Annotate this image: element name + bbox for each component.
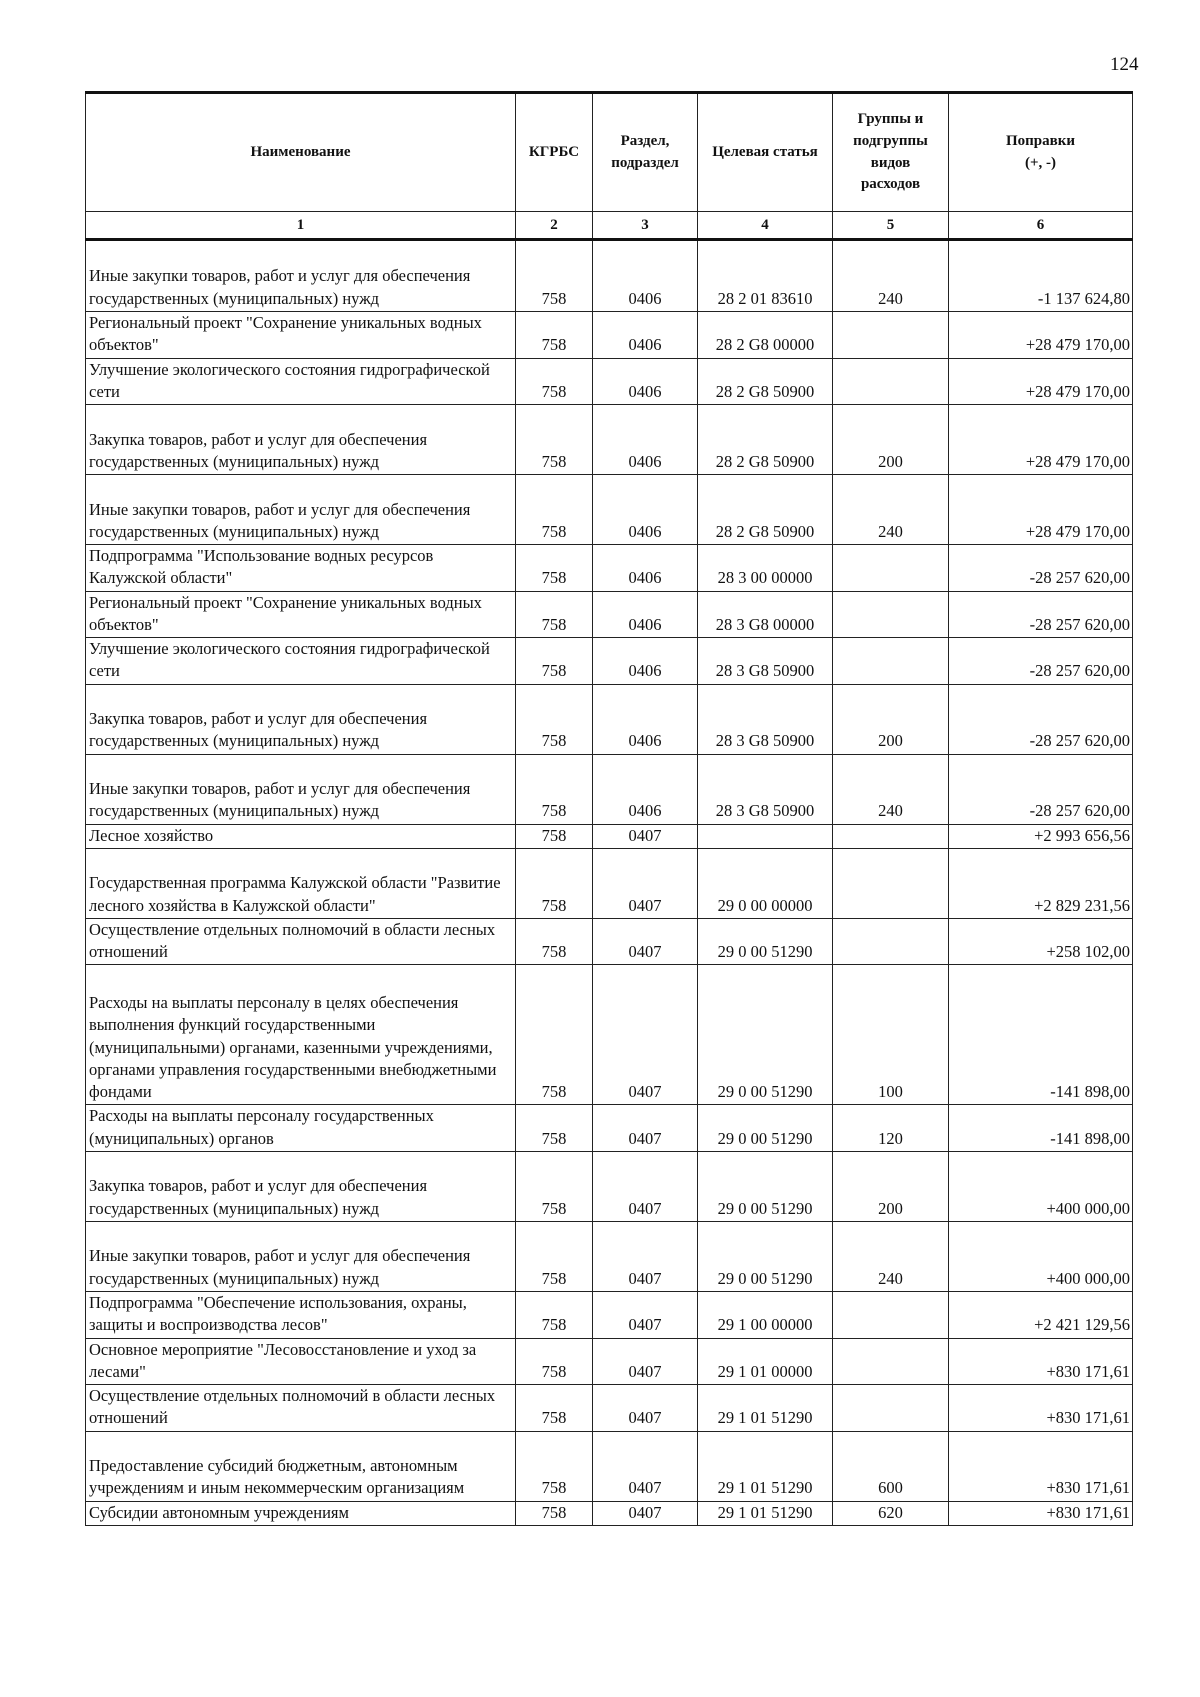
row-name-cell: Субсидии автономным учреждениям [86, 1501, 516, 1525]
row-name-cell: Закупка товаров, работ и услуг для обеспечения государственных (муниципальных) нужд [86, 1151, 516, 1221]
budget-amendments-table [85, 91, 1133, 1526]
row-target-cell: 28 3 G8 50900 [698, 684, 833, 754]
header-target: Целевая статья [698, 93, 833, 212]
row-section-cell: 0406 [593, 312, 698, 359]
row-kgrbs-cell: 758 [516, 358, 593, 405]
column-number: 1 [86, 212, 516, 240]
row-group-cell [833, 638, 949, 685]
row-name-cell: Подпрограмма "Обеспечение использования, охраны, защиты и воспроизводства лесов" [86, 1291, 516, 1338]
row-kgrbs-cell: 758 [516, 475, 593, 545]
header-name: Наименование [86, 93, 516, 212]
row-name-cell: Осуществление отдельных полномочий в области лесных отношений [86, 1385, 516, 1432]
row-target-cell: 28 2 G8 00000 [698, 312, 833, 359]
row-group-cell [833, 591, 949, 638]
row-target-cell [698, 824, 833, 848]
row-group-cell: 240 [833, 754, 949, 824]
row-kgrbs-cell: 758 [516, 591, 593, 638]
row-section-cell: 0406 [593, 358, 698, 405]
column-number: 6 [949, 212, 1133, 240]
row-section-cell: 0407 [593, 965, 698, 1105]
table-row [86, 754, 1133, 824]
table-row [86, 1385, 1133, 1432]
row-section-cell: 0406 [593, 754, 698, 824]
row-kgrbs-cell: 758 [516, 240, 593, 312]
row-amount-cell: +830 171,61 [949, 1431, 1133, 1501]
row-target-cell: 29 1 00 00000 [698, 1291, 833, 1338]
table-row [86, 1501, 1133, 1525]
table-row [86, 312, 1133, 359]
row-amount-cell: -141 898,00 [949, 1105, 1133, 1152]
header-kgrbs: КГРБС [516, 93, 593, 212]
row-kgrbs-cell: 758 [516, 312, 593, 359]
row-group-cell: 620 [833, 1501, 949, 1525]
header-groups: Группы и подгруппы видов расходов [833, 93, 949, 212]
row-name-cell: Лесное хозяйство [86, 824, 516, 848]
table-row [86, 1151, 1133, 1221]
row-amount-cell: +28 479 170,00 [949, 405, 1133, 475]
row-name-cell: Расходы на выплаты персоналу государственных (муниципальных) органов [86, 1105, 516, 1152]
row-target-cell: 29 0 00 51290 [698, 965, 833, 1105]
row-name-cell: Осуществление отдельных полномочий в области лесных отношений [86, 918, 516, 965]
row-kgrbs-cell: 758 [516, 754, 593, 824]
row-group-cell: 200 [833, 684, 949, 754]
row-name-cell: Государственная программа Калужской области "Развитие лесного хозяйства в Калужской области" [86, 848, 516, 918]
column-number-row [86, 212, 1133, 240]
row-amount-cell: +258 102,00 [949, 918, 1133, 965]
row-section-cell: 0406 [593, 405, 698, 475]
table-body [86, 240, 1133, 1526]
row-amount-cell: -28 257 620,00 [949, 591, 1133, 638]
table-row [86, 240, 1133, 312]
row-kgrbs-cell: 758 [516, 1431, 593, 1501]
row-section-cell: 0407 [593, 1431, 698, 1501]
row-group-cell: 600 [833, 1431, 949, 1501]
table-row [86, 358, 1133, 405]
row-kgrbs-cell: 758 [516, 824, 593, 848]
row-target-cell: 29 1 01 51290 [698, 1501, 833, 1525]
row-section-cell: 0406 [593, 684, 698, 754]
row-amount-cell: -28 257 620,00 [949, 684, 1133, 754]
row-amount-cell: +28 479 170,00 [949, 312, 1133, 359]
table-row [86, 545, 1133, 592]
table-row [86, 848, 1133, 918]
row-target-cell: 28 3 G8 50900 [698, 638, 833, 685]
row-target-cell: 29 1 01 00000 [698, 1338, 833, 1385]
row-kgrbs-cell: 758 [516, 1501, 593, 1525]
row-kgrbs-cell: 758 [516, 1221, 593, 1291]
row-section-cell: 0407 [593, 1385, 698, 1432]
row-target-cell: 29 0 00 51290 [698, 1151, 833, 1221]
row-amount-cell: +830 171,61 [949, 1501, 1133, 1525]
row-target-cell: 28 3 G8 50900 [698, 754, 833, 824]
row-target-cell: 29 1 01 51290 [698, 1385, 833, 1432]
page-number: 124 [1110, 54, 1139, 75]
row-section-cell: 0406 [593, 591, 698, 638]
row-target-cell: 28 3 00 00000 [698, 545, 833, 592]
row-amount-cell: -28 257 620,00 [949, 545, 1133, 592]
row-kgrbs-cell: 758 [516, 1385, 593, 1432]
row-kgrbs-cell: 758 [516, 848, 593, 918]
table-row [86, 405, 1133, 475]
row-amount-cell: +400 000,00 [949, 1221, 1133, 1291]
row-name-cell: Региональный проект "Сохранение уникальных водных объектов" [86, 591, 516, 638]
table-row [86, 1221, 1133, 1291]
row-kgrbs-cell: 758 [516, 684, 593, 754]
row-amount-cell: +2 829 231,56 [949, 848, 1133, 918]
row-section-cell: 0407 [593, 1221, 698, 1291]
table-header-row [86, 93, 1133, 212]
row-target-cell: 29 0 00 51290 [698, 918, 833, 965]
row-target-cell: 28 2 G8 50900 [698, 405, 833, 475]
row-name-cell: Улучшение экологического состояния гидрографической сети [86, 358, 516, 405]
row-section-cell: 0407 [593, 824, 698, 848]
row-amount-cell: +2 421 129,56 [949, 1291, 1133, 1338]
row-kgrbs-cell: 758 [516, 1291, 593, 1338]
row-target-cell: 28 2 G8 50900 [698, 358, 833, 405]
row-target-cell: 28 2 G8 50900 [698, 475, 833, 545]
table-row [86, 1105, 1133, 1152]
row-group-cell [833, 824, 949, 848]
row-name-cell: Улучшение экологического состояния гидрографической сети [86, 638, 516, 685]
row-group-cell [833, 1338, 949, 1385]
row-group-cell: 200 [833, 1151, 949, 1221]
column-number: 4 [698, 212, 833, 240]
row-amount-cell: -1 137 624,80 [949, 240, 1133, 312]
row-name-cell: Основное мероприятие "Лесовосстановление и уход за лесами" [86, 1338, 516, 1385]
row-name-cell: Закупка товаров, работ и услуг для обеспечения государственных (муниципальных) нужд [86, 405, 516, 475]
column-number: 3 [593, 212, 698, 240]
row-section-cell: 0407 [593, 1291, 698, 1338]
row-group-cell: 240 [833, 240, 949, 312]
row-section-cell: 0406 [593, 638, 698, 685]
row-kgrbs-cell: 758 [516, 545, 593, 592]
row-group-cell [833, 545, 949, 592]
row-kgrbs-cell: 758 [516, 1338, 593, 1385]
table-row [86, 684, 1133, 754]
row-group-cell [833, 848, 949, 918]
row-name-cell: Иные закупки товаров, работ и услуг для обеспечения государственных (муниципальных) нужд [86, 1221, 516, 1291]
header-amendments: Поправки (+, -) [949, 93, 1133, 212]
row-group-cell [833, 312, 949, 359]
column-number: 2 [516, 212, 593, 240]
row-target-cell: 28 2 01 83610 [698, 240, 833, 312]
row-amount-cell: +830 171,61 [949, 1385, 1133, 1432]
row-group-cell: 240 [833, 475, 949, 545]
row-section-cell: 0406 [593, 475, 698, 545]
row-group-cell [833, 358, 949, 405]
table-row [86, 1338, 1133, 1385]
row-kgrbs-cell: 758 [516, 965, 593, 1105]
row-target-cell: 29 1 01 51290 [698, 1431, 833, 1501]
row-name-cell: Расходы на выплаты персоналу в целях обеспечения выполнения функций государственными (муниципальными) органами, казенными учреждениями, органами управления государственными внебюджетными фондами [86, 965, 516, 1105]
row-kgrbs-cell: 758 [516, 405, 593, 475]
row-target-cell: 29 0 00 00000 [698, 848, 833, 918]
row-target-cell: 28 3 G8 00000 [698, 591, 833, 638]
row-name-cell: Предоставление субсидий бюджетным, автономным учреждениям и иным некоммерческим организациям [86, 1431, 516, 1501]
row-group-cell: 240 [833, 1221, 949, 1291]
row-amount-cell: +400 000,00 [949, 1151, 1133, 1221]
row-section-cell: 0407 [593, 1151, 698, 1221]
row-section-cell: 0407 [593, 848, 698, 918]
row-kgrbs-cell: 758 [516, 1105, 593, 1152]
table-row [86, 965, 1133, 1105]
table-row [86, 918, 1133, 965]
row-group-cell: 200 [833, 405, 949, 475]
table-row [86, 824, 1133, 848]
row-amount-cell: +830 171,61 [949, 1338, 1133, 1385]
row-amount-cell: -28 257 620,00 [949, 754, 1133, 824]
header-section: Раздел, подраздел [593, 93, 698, 212]
row-section-cell: 0407 [593, 1105, 698, 1152]
row-group-cell: 100 [833, 965, 949, 1105]
row-name-cell: Иные закупки товаров, работ и услуг для обеспечения государственных (муниципальных) нужд [86, 475, 516, 545]
row-name-cell: Иные закупки товаров, работ и услуг для обеспечения государственных (муниципальных) нужд [86, 240, 516, 312]
row-name-cell: Региональный проект "Сохранение уникальных водных объектов" [86, 312, 516, 359]
row-group-cell [833, 1291, 949, 1338]
column-number: 5 [833, 212, 949, 240]
row-section-cell: 0407 [593, 1501, 698, 1525]
table-row [86, 1291, 1133, 1338]
table-row [86, 638, 1133, 685]
row-target-cell: 29 0 00 51290 [698, 1221, 833, 1291]
row-target-cell: 29 0 00 51290 [698, 1105, 833, 1152]
table-row [86, 475, 1133, 545]
row-kgrbs-cell: 758 [516, 638, 593, 685]
row-group-cell [833, 1385, 949, 1432]
row-group-cell: 120 [833, 1105, 949, 1152]
table-row [86, 1431, 1133, 1501]
row-section-cell: 0406 [593, 545, 698, 592]
row-section-cell: 0407 [593, 918, 698, 965]
row-amount-cell: +2 993 656,56 [949, 824, 1133, 848]
row-name-cell: Иные закупки товаров, работ и услуг для обеспечения государственных (муниципальных) нужд [86, 754, 516, 824]
row-section-cell: 0406 [593, 240, 698, 312]
row-amount-cell: -28 257 620,00 [949, 638, 1133, 685]
row-section-cell: 0407 [593, 1338, 698, 1385]
row-kgrbs-cell: 758 [516, 1151, 593, 1221]
row-name-cell: Закупка товаров, работ и услуг для обеспечения государственных (муниципальных) нужд [86, 684, 516, 754]
row-amount-cell: -141 898,00 [949, 965, 1133, 1105]
row-kgrbs-cell: 758 [516, 918, 593, 965]
table-row [86, 591, 1133, 638]
row-group-cell [833, 918, 949, 965]
row-amount-cell: +28 479 170,00 [949, 475, 1133, 545]
row-name-cell: Подпрограмма "Использование водных ресурсов Калужской области" [86, 545, 516, 592]
row-amount-cell: +28 479 170,00 [949, 358, 1133, 405]
